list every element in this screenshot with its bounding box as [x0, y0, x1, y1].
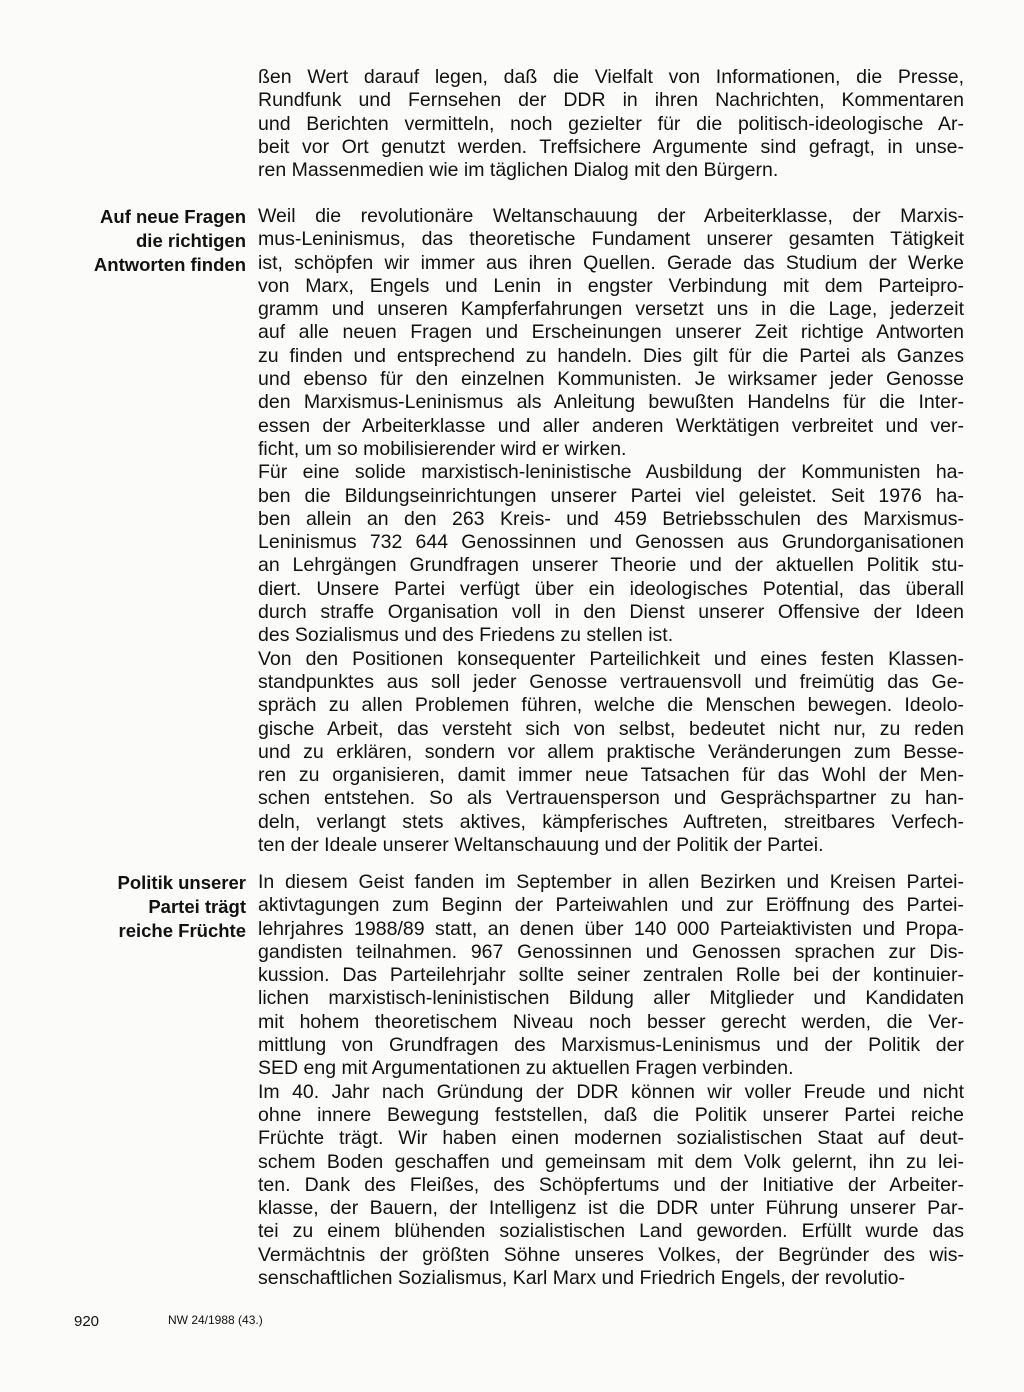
text-line: mit hohem theoretischem Niveau noch besser gerecht werden, die Ver-	[258, 1010, 964, 1033]
margin-heading-new-questions	[60, 205, 246, 277]
text-line: ren Massenmedien wie im täglichen Dialog mit den Bürgern.	[258, 159, 779, 182]
heading-line: Politik unserer	[117, 872, 246, 893]
text-line: durch straffe Organisation voll in den Dienst unserer Offensive der Ideen	[258, 601, 964, 624]
text-line: In diesem Geist fanden im September in allen Bezirken und Kreisen Partei-	[258, 871, 964, 893]
text-line: mittlung von Grundfragen des Marxismus-Leninismus und der Politik der	[258, 1034, 964, 1057]
text-line: mus-Leninismus, das theoretische Fundament unserer gesamten Tätigkeit	[258, 228, 964, 251]
heading-line: reiche Früchte	[118, 920, 246, 941]
text-line: ren zu organisieren, damit immer neue Tatsachen für das Wohl der Men-	[258, 764, 964, 787]
text-line: an Lehrgängen Grundfragen unserer Theorie und der aktuellen Politik stu-	[258, 554, 964, 577]
text-line: klasse, der Bauern, der Intelligenz ist die DDR unter Führung unserer Par-	[258, 1197, 964, 1220]
text-line: zu finden und entsprechend zu handeln. Dies gilt für die Partei als Ganzes	[258, 344, 964, 367]
text-line: schen entstehen. So als Vertrauensperson und Gesprächspartner zu han-	[258, 787, 964, 810]
text-line: lichen marxistisch-leninistischen Bildung aller Mitglieder und Kandidaten	[258, 987, 964, 1010]
text-line: ficht, um so mobilisierender wird er wirken.	[258, 437, 627, 460]
paragraph-block-answers	[258, 205, 964, 857]
paragraph-block-intro	[258, 66, 964, 182]
text-line: lehrjahres 1988/89 statt, an denen über 140 000 Parteiaktivisten und Propa-	[258, 917, 964, 940]
text-line: ten. Dank des Fleißes, des Schöpfertums und der Initiative der Arbeiter-	[258, 1173, 964, 1196]
text-line: senschaftlichen Sozialismus, Karl Marx und Friedrich Engels, der revolutio-	[258, 1267, 906, 1290]
text-line: und zu erklären, sondern vor allem praktische Veränderungen zum Besse-	[258, 740, 964, 763]
text-line: ten der Ideale unserer Weltanschauung und der Politik der Partei.	[258, 834, 824, 857]
heading-line: die richtigen	[136, 230, 246, 251]
text-line: essen der Arbeiterklasse und aller anderen Werktätigen verbreitet und ver-	[258, 414, 964, 437]
text-line: SED eng mit Argumentationen zu aktuellen Fragen verbinden.	[258, 1057, 794, 1080]
heading-line: Auf neue Fragen	[100, 206, 246, 227]
text-line: diert. Unsere Partei verfügt über ein ideologisches Potential, das überall	[258, 577, 964, 600]
text-line: gramm und unseren Kampferfahrungen versetzt uns in die Lage, jederzeit	[258, 298, 964, 321]
text-line: aktivtagungen zum Beginn der Parteiwahlen und zur Eröffnung des Partei-	[258, 894, 964, 917]
text-line: tei zu einem blühenden sozialistischen Land geworden. Erfüllt wurde das	[258, 1220, 964, 1243]
text-line: ohne innere Bewegung feststellen, daß die Politik unserer Partei reiche	[258, 1103, 964, 1126]
text-line: ßen Wert darauf legen, daß die Vielfalt von Informationen, die Presse,	[258, 66, 964, 88]
text-line: Von den Positionen konsequenter Parteilichkeit und eines festen Klassen-	[258, 647, 964, 670]
paragraph-block-fruits	[258, 871, 964, 1290]
text-line: Rundfunk und Fernsehen der DDR in ihren Nachrichten, Kommentaren	[258, 89, 964, 112]
issue-reference: NW 24/1988 (43.)	[168, 1313, 263, 1327]
text-line: kussion. Das Parteilehrjahr sollte seiner zentralen Rolle bei der kontinuier-	[258, 964, 964, 987]
heading-line: Antworten finden	[93, 254, 246, 275]
text-line: den Marxismus-Leninismus als Anleitung bewußten Handelns für die Inter-	[258, 391, 964, 414]
text-line: von Marx, Engels und Lenin in engster Verbindung mit dem Parteipro-	[258, 274, 964, 297]
text-line: beit vor Ort genutzt werden. Treffsichere Argumente sind gefragt, in unse-	[258, 135, 964, 158]
text-line: Im 40. Jahr nach Gründung der DDR können wir voller Freude und nicht	[258, 1080, 964, 1103]
text-line: standpunktes aus soll jeder Genosse vertrauensvoll und freimütig das Ge-	[258, 670, 964, 693]
text-line: Früchte trägt. Wir haben einen modernen sozialistischen Staat auf deut-	[258, 1127, 964, 1150]
text-line: ben allein an den 263 Kreis- und 459 Betriebsschulen des Marxismus-	[258, 507, 964, 530]
text-line: und ebenso für den einzelnen Kommunisten. Je wirksamer jeder Genosse	[258, 368, 964, 391]
text-line: Vermächtnis der größten Söhne unseres Volkes, der Begründer des wis-	[258, 1243, 964, 1266]
page-number: 920	[74, 1313, 100, 1330]
text-line: schem Boden geschaffen und gemeinsam mit dem Volk gelernt, ihn zu lei-	[258, 1150, 964, 1173]
text-line: gandisten teilnahmen. 967 Genossinnen und Genossen sprachen zur Dis-	[258, 940, 964, 963]
text-line: gische Arbeit, das versteht sich von selbst, bedeutet nicht nur, zu reden	[258, 717, 964, 740]
margin-heading-party-politics	[60, 871, 246, 943]
text-line: deln, verlangt stets aktives, kämpferisches Auftreten, streitbares Verfech-	[258, 810, 964, 833]
text-line: Weil die revolutionäre Weltanschauung der Arbeiterklasse, der Marxis-	[258, 205, 964, 227]
text-line: ben die Bildungseinrichtungen unserer Partei viel geleistet. Seit 1976 ha-	[258, 484, 964, 507]
text-line: Für eine solide marxistisch-leninistische Ausbildung der Kommunisten ha-	[258, 461, 964, 484]
text-line: und Berichten vermitteln, noch gezielter für die politisch-ideologische Ar-	[258, 112, 964, 135]
text-line: ist, schöpfen wir immer aus ihren Quellen. Gerade das Studium der Werke	[258, 251, 964, 274]
text-line: des Sozialismus und des Friedens zu stellen ist.	[258, 624, 674, 647]
heading-line: Partei trägt	[148, 896, 246, 917]
text-line: auf alle neuen Fragen und Erscheinungen unserer Zeit richtige Antworten	[258, 321, 964, 344]
text-line: spräch zu allen Problemen führen, welche die Menschen bewegen. Ideolo-	[258, 694, 964, 717]
text-line: Leninismus 732 644 Genossinnen und Genossen aus Grundorganisationen	[258, 531, 964, 554]
